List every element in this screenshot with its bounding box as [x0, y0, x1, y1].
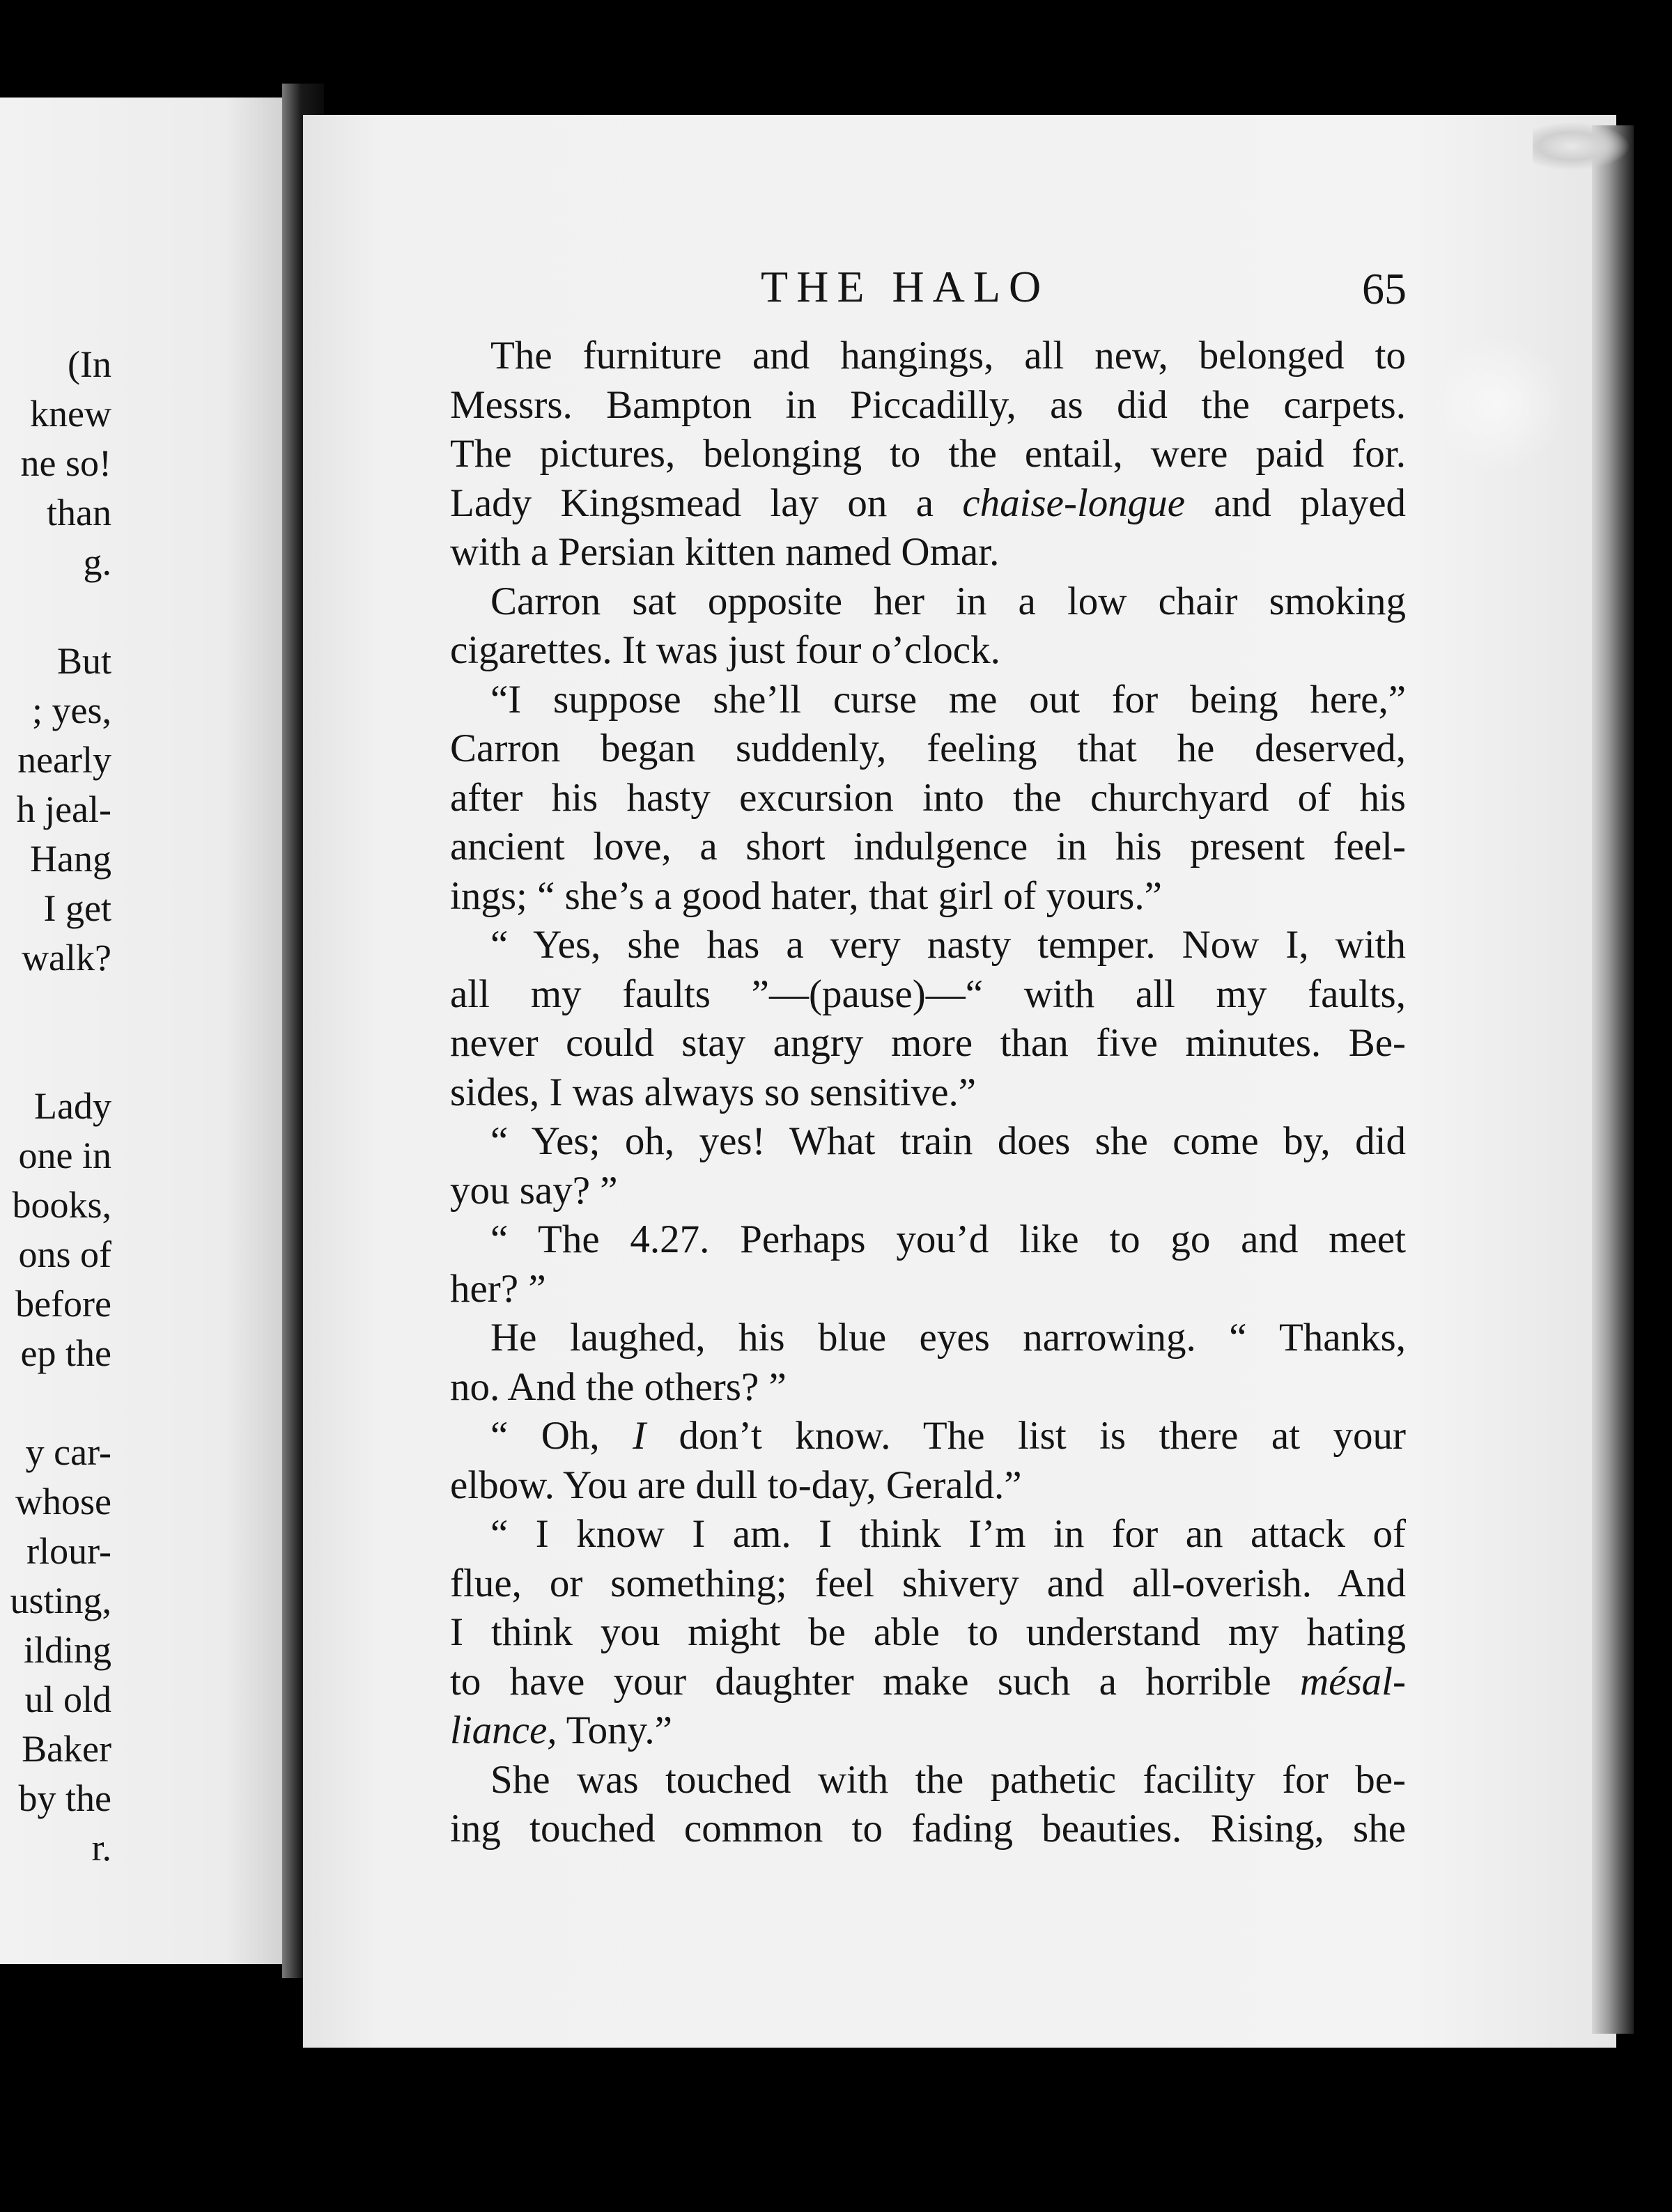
text-run: “ Oh, [490, 1414, 633, 1458]
page-smudge [1428, 334, 1568, 474]
left-page-line: knew [30, 393, 111, 435]
text-line: ancient love, a short indulgence in his present feel- [450, 825, 1406, 869]
paper-damage-mark [1533, 122, 1630, 171]
left-page-line: by the [18, 1777, 111, 1819]
text-line: I think you might be able to understand my hating [450, 1610, 1406, 1654]
left-page-line: g. [83, 541, 111, 583]
text-line: He laughed, his blue eyes narrowing. “ Thanks, [490, 1316, 1406, 1360]
left-page-line [0, 1378, 111, 1428]
text-line: no. And the others? ” [450, 1364, 787, 1409]
left-page-line [0, 983, 111, 1032]
text-run: and played [1185, 481, 1407, 525]
text-run: Lady Kingsmead lay on a [450, 481, 963, 525]
text-line [450, 1706, 1406, 1756]
left-page-line: ep the [20, 1332, 111, 1374]
left-page-line: one in [18, 1135, 111, 1176]
text-line: The pictures, belonging to the entail, were paid for. [450, 432, 1406, 476]
left-page-text [0, 340, 111, 1873]
text-line: Carron sat opposite her in a low chair smoking [490, 579, 1406, 623]
left-page-line: ne so! [20, 442, 111, 484]
text-line [450, 479, 1406, 529]
text-line: after his hasty excursion into the churchyard of his [450, 775, 1406, 820]
text-line [450, 1412, 1406, 1461]
text-line: her? ” [450, 1266, 546, 1311]
page-edge [1592, 125, 1634, 2034]
left-page-line: than [47, 492, 111, 533]
left-page [0, 98, 282, 1964]
left-page-line: ; yes, [32, 690, 111, 731]
italic-text: mésal- [1300, 1659, 1406, 1704]
italic-text: liance, [450, 1708, 557, 1752]
left-page-line: ilding [23, 1629, 111, 1671]
left-page-line: But [56, 640, 111, 682]
text-line: flue, or something; feel shivery and all-overish. And [450, 1561, 1406, 1605]
text-line: sides, I was always so sensitive.” [450, 1070, 977, 1114]
text-line: “ Yes; oh, yes! What train does she come by, did [490, 1119, 1406, 1163]
left-page-line: before [15, 1283, 111, 1325]
text-run: to have your daughter make such a horrible [450, 1659, 1301, 1704]
running-head: THE HALO [761, 262, 1050, 311]
left-page-line: ons of [18, 1233, 111, 1275]
text-line: Carron began suddenly, feeling that he deserved, [450, 726, 1406, 770]
text-line: ings; “ she’s a good hater, that girl of yours.” [450, 873, 1162, 918]
text-line: She was touched with the pathetic facility for be- [490, 1757, 1406, 1802]
left-page-line: Lady [34, 1085, 111, 1127]
text-line: all my faults ”—(pause)—“ with all my faults, [450, 972, 1406, 1016]
left-page-line: walk? [22, 937, 111, 979]
text-line: “ Yes, she has a very nasty temper. Now I, with [490, 923, 1406, 967]
text-line: you say? ” [450, 1168, 618, 1213]
page-number: 65 [1362, 264, 1407, 313]
left-page-line: r. [91, 1827, 111, 1869]
text-line: with a Persian kitten named Omar. [450, 530, 1000, 574]
text-line: elbow. You are dull to-day, Gerald.” [450, 1463, 1022, 1507]
left-page-line: h jeal- [16, 788, 111, 830]
italic-text: I [633, 1414, 647, 1458]
left-page-line: books, [12, 1184, 111, 1226]
text-line [450, 1658, 1406, 1707]
left-page-line: y car- [25, 1431, 111, 1473]
text-line: ing touched common to fading beauties. Rising, she [450, 1807, 1406, 1851]
italic-text: chaise-longue [962, 481, 1186, 525]
body-text [450, 332, 1406, 1854]
left-page-line: I get [43, 887, 111, 929]
left-page-line: ul old [24, 1679, 111, 1720]
left-page-line: usting, [10, 1580, 111, 1621]
left-page-line: Hang [30, 838, 111, 880]
left-page-line: Baker [22, 1728, 111, 1770]
left-page-line: nearly [17, 739, 111, 781]
left-page-line: rlour- [26, 1530, 111, 1572]
left-page-line [0, 587, 111, 637]
text-line: The furniture and hangings, all new, belonged to [490, 334, 1406, 377]
text-line: “ The 4.27. Perhaps you’d like to go and meet [490, 1217, 1406, 1261]
text-line: cigarettes. It was just four o’clock. [450, 628, 1000, 672]
left-page-line: (In [68, 343, 111, 385]
text-run: Tony.” [557, 1708, 672, 1752]
text-line: “I suppose she’ll curse me out for being here,” [490, 677, 1406, 722]
left-page-line: whose [15, 1481, 111, 1522]
text-line: never could stay angry more than five minutes. Be- [450, 1021, 1406, 1065]
text-run: don’t know. The list is there at your [646, 1414, 1406, 1458]
text-line: “ I know I am. I think I’m in for an attack of [490, 1512, 1406, 1556]
left-page-line [0, 1032, 111, 1082]
text-line: Messrs. Bampton in Piccadilly, as did the carpets. [450, 382, 1406, 427]
